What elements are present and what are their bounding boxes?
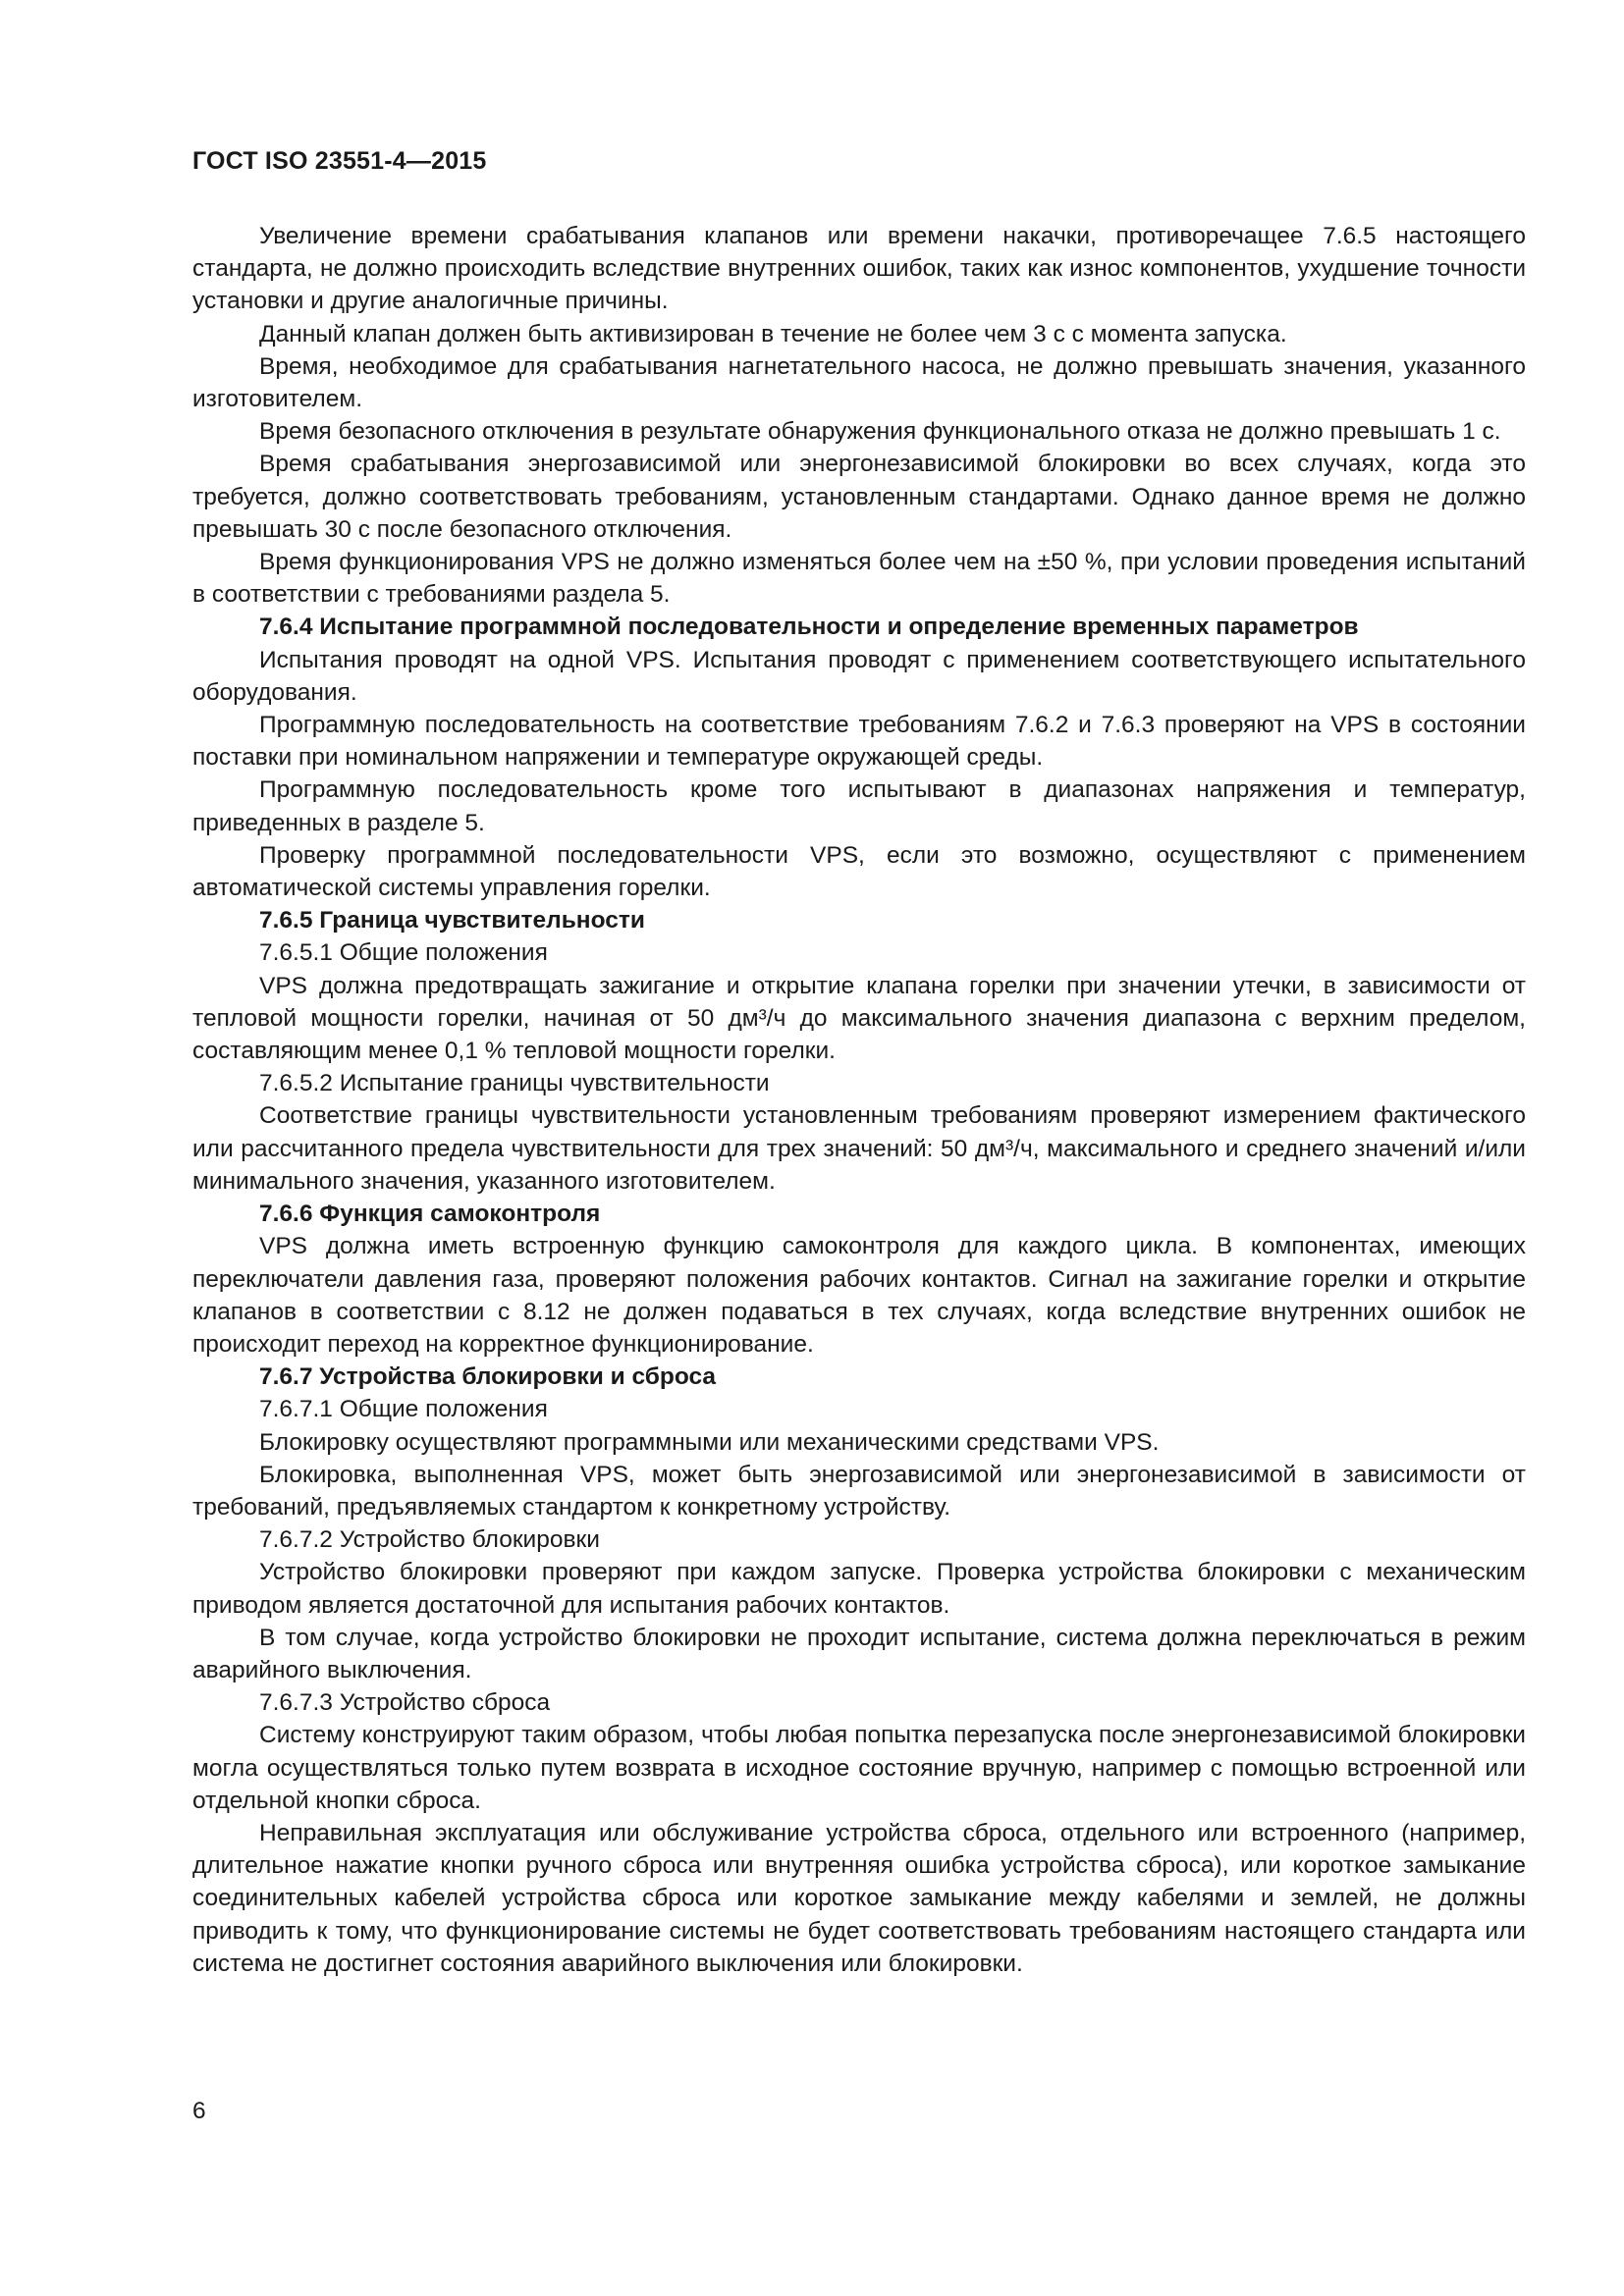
paragraph: VPS должна иметь встроенную функцию самоконтроля для каждого цикла. В компонентах, имеющих переключатели давления газа, проверяют положения рабочих контактов. Сигнал на зажигание горелки и открытие клапанов в соответствии с 8.12 не должен подаваться в тех случаях, когда вследствие внутренних ошибок не происходит переход на корректное функционирование. xyxy=(192,1233,1526,1358)
subsection-title: 7.6.5.2 Испытание границы чувствительности xyxy=(259,1070,770,1097)
paragraph: Блокировка, выполненная VPS, может быть энергозависимой или энергонезависимой в зависимости от требований, предъявляемых стандартом к конкретному устройству. xyxy=(192,1461,1526,1521)
paragraph: Программную последовательность кроме того испытывают в диапазонах напряжения и температур, приведенных в разделе 5. xyxy=(192,776,1526,836)
paragraph: Программную последовательность на соответствие требованиям 7.6.2 и 7.6.3 проверяют на VPS в состоянии поставки при номинальном напряжении и температуре окружающей среды. xyxy=(192,712,1526,772)
subsection-title: 7.6.7.3 Устройство сброса xyxy=(259,1689,551,1717)
section-heading: 7.6.5 Граница чувствительности xyxy=(259,907,645,934)
paragraph: В том случае, когда устройство блокировки не проходит испытание, система должна переключаться в режим аварийного выключения. xyxy=(192,1624,1526,1683)
section-heading: 7.6.4 Испытание программной последовательности и определение временных параметров xyxy=(259,614,1359,641)
paragraph: Данный клапан должен быть активизирован в течение не более чем 3 с с момента запуска. xyxy=(259,320,1287,347)
paragraph: Устройство блокировки проверяют при каждом запуске. Проверка устройства блокировки с механическим приводом является достаточной для испытания рабочих контактов. xyxy=(192,1559,1526,1619)
paragraph: Неправильная эксплуатация или обслуживание устройства сброса, отдельного или встроенного (например, длительное нажатие кнопки ручного сброса или внутренняя ошибка устройства сброса), или короткое замыкание соединительных кабелей устройства сброса или короткое замыкание между кабелями и землей, не должны приводить к тому, что функционирование системы не будет соответствовать требованиям настоящего стандарта или система не достигнет состояния аварийного выключения или блокировки. xyxy=(192,1819,1526,1977)
paragraph: Время, необходимое для срабатывания нагнетательного насоса, не должно превышать значения, указанного изготовителем. xyxy=(192,352,1526,413)
paragraph: VPS должна предотвращать зажигание и открытие клапана горелки при значении утечки, в зависимости от тепловой мощности горелки, начиная от 50 дм³/ч до максимального значения диапазона с верхним пределом, составляющим менее 0,1 % тепловой мощности горелки. xyxy=(192,972,1526,1065)
section-heading: 7.6.6 Функция самоконтроля xyxy=(259,1201,601,1228)
section-heading: 7.6.7 Устройства блокировки и сброса xyxy=(259,1363,717,1391)
document-body xyxy=(192,220,1526,1980)
paragraph: Время функционирования VPS не должно изменяться более чем на ±50 %, при условии проведения испытаний в соответствии с требованиями раздела 5. xyxy=(192,549,1526,609)
document-header: ГОСТ ISO 23551-4—2015 xyxy=(192,147,487,175)
subsection-title: 7.6.7.2 Устройство блокировки xyxy=(259,1526,600,1554)
paragraph: Проверку программной последовательности VPS, если это возможно, осуществляют с применением автоматической системы управления горелки. xyxy=(192,841,1526,902)
paragraph: Испытания проводят на одной VPS. Испытания проводят с применением соответствующего испытательного оборудования. xyxy=(192,646,1526,706)
subsection-title: 7.6.5.1 Общие положения xyxy=(259,939,548,967)
paragraph: Блокировку осуществляют программными или механическими средствами VPS. xyxy=(259,1428,1160,1456)
paragraph: Соответствие границы чувствительности установленным требованиям проверяют измерением фактического или рассчитанного предела чувствительности для трех значений: 50 дм³/ч, максимального и среднего значений и/или минимального значения, указанного изготовителем. xyxy=(192,1102,1526,1195)
paragraph: Увеличение времени срабатывания клапанов или времени накачки, противоречащее 7.6.5 настоящего стандарта, не должно происходить вследствие внутренних ошибок, таких как износ компонентов, ухудшение точности установки и другие аналогичные причины. xyxy=(192,223,1526,315)
paragraph: Систему конструируют таким образом, чтобы любая попытка перезапуска после энергонезависимой блокировки могла осуществляться только путем возврата в исходное состояние вручную, например с помощью встроенной или отдельной кнопки сброса. xyxy=(192,1722,1526,1814)
paragraph: Время безопасного отключения в результате обнаружения функционального отказа не должно превышать 1 с. xyxy=(259,418,1501,446)
paragraph: Время срабатывания энергозависимой или энергонезависимой блокировки во всех случаях, когда это требуется, должно соответствовать требованиям, установленным стандартами. Однако данное время не должно превышать 30 с после безопасного отключения. xyxy=(192,451,1526,543)
page-number: 6 xyxy=(192,2098,206,2124)
subsection-title: 7.6.7.1 Общие положения xyxy=(259,1396,548,1423)
